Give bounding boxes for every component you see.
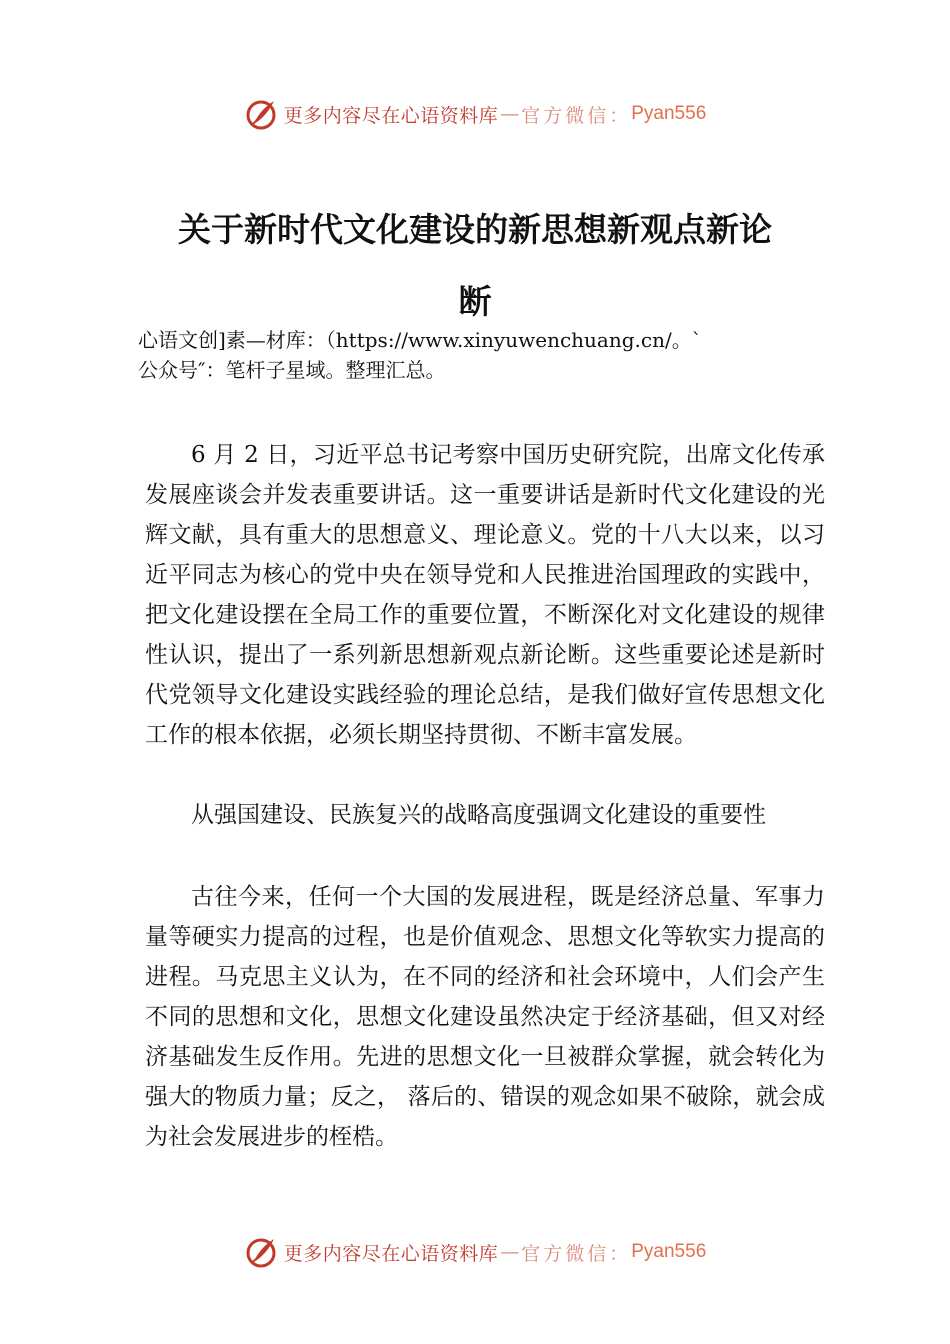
quill-seal-icon xyxy=(244,1235,278,1269)
banner-text: 更多内容尽在心语资料库 xyxy=(283,104,499,127)
document-title-line1: 关于新时代文化建设的新思想新观点新论 xyxy=(178,210,772,249)
section-subheading: 从强国建设、民族复兴的战略高度强调文化建设的重要性 xyxy=(191,802,766,828)
banner-wechat-id: Pyan556 xyxy=(631,103,707,124)
footer-banner-separator: — xyxy=(500,1241,520,1263)
banner-wechat-label: 官方微信： xyxy=(521,104,632,127)
banner-separator: — xyxy=(500,103,520,125)
source-line-2: 公众号″：笔杆子星域。整理汇总。 xyxy=(138,358,446,382)
body-paragraph-2: 古往今来，任何一个大国的发展进程，既是经济总量、军事力量等硬实力提高的过程，也是价值观念、思想文化等软实力提高的进程。马克思主义认为，在不同的经济和社会环境中，人们会产生不同的思想和文化，思想文化建设虽然决定于经济基础，但又对经济基础发生反作用。先进的思想文化一旦被群众掌握，就会转化为强大的物质力量；反之， 落后的、错误的观念如果不破除，就会成为社会发展进步的桎梏。 xyxy=(145,884,825,1150)
footer-banner xyxy=(0,1232,950,1272)
footer-banner-text: 更多内容尽在心语资料库 xyxy=(283,1242,499,1265)
document-title-line2: 断 xyxy=(458,282,492,321)
footer-banner-wechat-id: Pyan556 xyxy=(631,1241,707,1262)
body-paragraph-1: 6 月 2 日，习近平总书记考察中国历史研究院，出席文化传承发展座谈会并发表重要讲话。这一重要讲话是新时代文化建设的光辉文献，具有重大的思想意义、理论意义。党的十八大以来，以习近平同志为核心的党中央在领导党和人民推进治国理政的实践中，把文化建设摆在全局工作的重要位置，不断深化对文化建设的规律性认识，提出了一系列新思想新观点新论断。这些重要论述是新时代党领导文化建设实践经验的理论总结，是我们做好宣传思想文化工作的根本依据，必须长期坚持贯彻、不断丰富发展。 xyxy=(145,442,825,748)
footer-banner-wechat-label: 官方微信： xyxy=(521,1242,632,1265)
header-banner xyxy=(0,94,950,134)
quill-seal-icon xyxy=(244,97,278,131)
source-line-1: 心语文创]素—材库：（https://www.xinyuwenchuang.cn/。` xyxy=(138,328,702,352)
